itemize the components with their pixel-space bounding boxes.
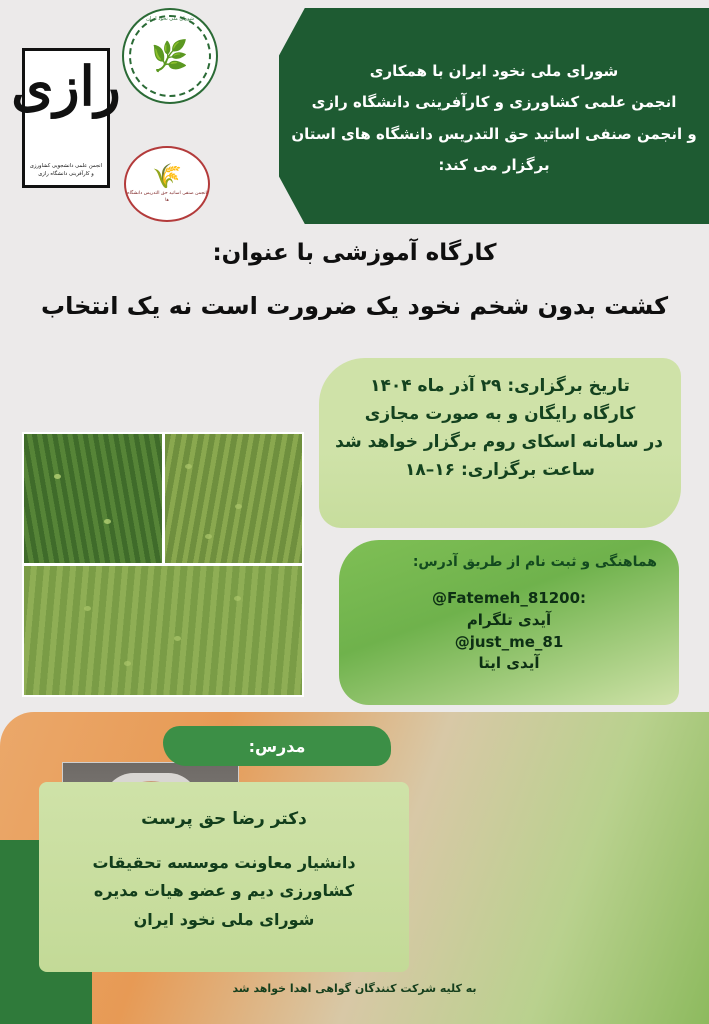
speaker-badge: مدرس: <box>163 726 391 766</box>
event-date: تاریخ برگزاری: ۲۹ آذر ماه ۱۴۰۴ <box>370 376 630 396</box>
event-info-box <box>319 358 681 528</box>
speaker-name: دکتر رضا حق پرست <box>141 809 307 829</box>
workshop-title-label: کارگاه آموزشی با عنوان: <box>212 240 497 266</box>
razi-university-logo <box>11 48 121 188</box>
event-free-virtual: کارگاه رایگان و به صورت مجازی <box>364 404 636 425</box>
wheat-icon: 🌿 <box>129 15 211 97</box>
chickpea-council-logo <box>122 8 218 104</box>
razi-logo-caption: انجمن علمی دانشجویی کشاورزی و کارآفرینی دانشگاه رازی <box>29 163 103 178</box>
registration-box <box>339 540 679 705</box>
razi-logo-glyph: رازی <box>11 54 121 118</box>
certificate-footnote: به کلیه شرکت کنندگان گواهی اهدا خواهد شد <box>232 982 477 995</box>
field-photo-1 <box>165 434 303 563</box>
header-text <box>279 8 709 224</box>
wheat-ear-icon: 🌾 <box>152 162 182 191</box>
teachers-logo-caption: انجمن صنفی اساتید حق التدریس دانشگاه ها <box>127 191 207 203</box>
speaker-info-box <box>39 782 409 972</box>
field-photo-2 <box>24 434 162 563</box>
eitaa-id[interactable]: @just_me_81 <box>454 632 564 651</box>
header-line-3: و انجمن صنفی اساتید حق التدریس دانشگاه های استان <box>291 124 697 143</box>
speaker-role-line-1: دانشیار معاونت موسسه تحقیقات <box>92 852 356 872</box>
speaker-role-line-2: کشاورزی دیم و عضو هیات مدیره <box>93 881 355 901</box>
event-platform: در سامانه اسکای روم برگزار خواهد شد <box>335 432 663 453</box>
header-line-4: برگزار می کند: <box>438 155 550 174</box>
registration-title: هماهنگی و ثبت نام از طریق آدرس: <box>412 554 657 570</box>
teachers-association-logo <box>124 146 210 222</box>
field-photo-collage <box>22 432 304 697</box>
header-line-1: شورای ملی نخود ایران با همکاری <box>369 62 619 80</box>
chickpea-logo-ring-text: شورای ملی نخود ایران <box>146 16 194 22</box>
header-line-2: انجمن علمی کشاورزی و کارآفرینی دانشگاه رازی <box>311 93 677 112</box>
workshop-title: کشت بدون شخم نخود یک ضرورت است نه یک انتخاب <box>40 292 669 320</box>
telegram-label: آیدی تلگرام <box>466 610 552 629</box>
speaker-role-line-3: شورای ملی نخود ایران <box>133 910 315 930</box>
field-photo-3 <box>24 566 302 695</box>
telegram-id[interactable]: @Fatemeh_81200: <box>432 589 586 607</box>
eitaa-label: آیدی ایتا <box>478 654 540 673</box>
event-time: ساعت برگزاری: ۱۶–۱۸ <box>405 460 595 481</box>
